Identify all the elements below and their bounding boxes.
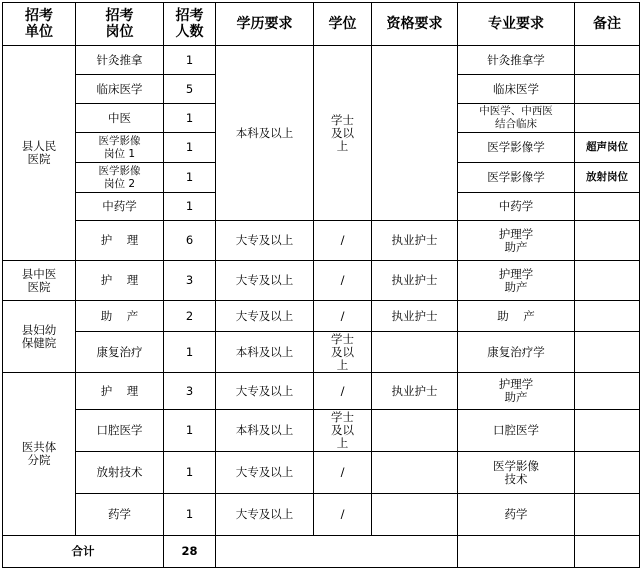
count-cell: 2: [164, 301, 216, 332]
qualification-cell: 执业护士: [372, 301, 458, 332]
count-cell: 3: [164, 373, 216, 410]
count-cell: 1: [164, 193, 216, 221]
count-cell: 1: [164, 104, 216, 133]
degree-cell: 学士 及以 上: [314, 332, 372, 373]
table-row: [3, 301, 640, 332]
remark-cell: [575, 452, 640, 494]
position-cell: 助 产: [76, 301, 164, 332]
table-row: [3, 452, 640, 494]
remark-cell: 超声岗位: [575, 133, 640, 163]
major-cell: 口腔医学: [458, 410, 575, 452]
education-cell: 大专及以上: [216, 494, 314, 536]
remark-cell: [575, 410, 640, 452]
education-cell: 本科及以上: [216, 46, 314, 221]
table-row: [3, 410, 640, 452]
major-cell: 针灸推拿学: [458, 46, 575, 75]
position-cell: 护 理: [76, 261, 164, 301]
position-cell: 药学: [76, 494, 164, 536]
remark-cell: [575, 301, 640, 332]
remark-cell: [575, 494, 640, 536]
education-cell: 大专及以上: [216, 221, 314, 261]
table-row: [3, 261, 640, 301]
degree-cell: /: [314, 452, 372, 494]
header-education: 学历要求: [216, 3, 314, 46]
qualification-cell: 执业护士: [372, 261, 458, 301]
major-cell: 临床医学: [458, 75, 575, 104]
total-remark-blank: [575, 536, 640, 568]
header-unit-text: 招考 单位: [25, 8, 53, 40]
total-count: 28: [164, 536, 216, 568]
major-cell: 护理学 助产: [458, 373, 575, 410]
remark-cell: [575, 221, 640, 261]
unit-cell: 医共体 分院: [3, 373, 76, 536]
unit-cell: 县中医 医院: [3, 261, 76, 301]
remark-cell: 放射岗位: [575, 163, 640, 193]
education-cell: 大专及以上: [216, 261, 314, 301]
education-cell: 大专及以上: [216, 452, 314, 494]
major-cell: 医学影像学: [458, 133, 575, 163]
education-cell: 大专及以上: [216, 373, 314, 410]
position-cell: 护 理: [76, 373, 164, 410]
header-position: 招考 岗位: [76, 3, 164, 46]
count-cell: 1: [164, 494, 216, 536]
degree-cell: /: [314, 221, 372, 261]
count-cell: 1: [164, 163, 216, 193]
recruitment-table: [2, 2, 640, 568]
position-cell: 针灸推拿: [76, 46, 164, 75]
degree-cell: /: [314, 494, 372, 536]
major-cell: 中医学、中西医 结合临床: [458, 104, 575, 133]
qualification-cell: 执业护士: [372, 221, 458, 261]
major-cell: 药学: [458, 494, 575, 536]
position-cell: 护 理: [76, 221, 164, 261]
table-row: [3, 332, 640, 373]
table-row: [3, 494, 640, 536]
degree-cell: /: [314, 261, 372, 301]
header-count: 招考 人数: [164, 3, 216, 46]
count-cell: 1: [164, 133, 216, 163]
table-row: [3, 46, 640, 75]
education-cell: 本科及以上: [216, 332, 314, 373]
count-cell: 6: [164, 221, 216, 261]
table-row: [3, 373, 640, 410]
major-cell: 护理学 助产: [458, 221, 575, 261]
header-qualification: 资格要求: [372, 3, 458, 46]
degree-cell: /: [314, 301, 372, 332]
count-cell: 3: [164, 261, 216, 301]
count-cell: 1: [164, 332, 216, 373]
count-cell: 5: [164, 75, 216, 104]
remark-cell: [575, 261, 640, 301]
major-cell: 医学影像学: [458, 163, 575, 193]
unit-cell: 县人民 医院: [3, 46, 76, 261]
remark-cell: [575, 46, 640, 75]
qualification-cell: [372, 410, 458, 452]
header-degree: 学位: [314, 3, 372, 46]
major-cell: 医学影像 技术: [458, 452, 575, 494]
header-major: 专业要求: [458, 3, 575, 46]
position-cell: 中医: [76, 104, 164, 133]
total-row: [3, 536, 640, 568]
unit-cell: 县妇幼 保健院: [3, 301, 76, 373]
position-cell: 康复治疗: [76, 332, 164, 373]
degree-cell: 学士 及以 上: [314, 410, 372, 452]
remark-cell: [575, 193, 640, 221]
remark-cell: [575, 75, 640, 104]
degree-cell: 学士 及以 上: [314, 46, 372, 221]
remark-cell: [575, 332, 640, 373]
major-cell: 中药学: [458, 193, 575, 221]
header-unit: [3, 3, 76, 46]
count-cell: 1: [164, 46, 216, 75]
total-label: 合计: [3, 536, 164, 568]
position-cell: 医学影像 岗位 1: [76, 133, 164, 163]
education-cell: 大专及以上: [216, 301, 314, 332]
total-major-blank: [458, 536, 575, 568]
major-cell: 护理学 助产: [458, 261, 575, 301]
qualification-cell: [372, 332, 458, 373]
position-cell: 中药学: [76, 193, 164, 221]
qualification-cell: [372, 46, 458, 221]
position-cell: 临床医学: [76, 75, 164, 104]
major-cell: 康复治疗学: [458, 332, 575, 373]
major-cell: 助 产: [458, 301, 575, 332]
qualification-cell: [372, 494, 458, 536]
table-row: [3, 221, 640, 261]
remark-cell: [575, 373, 640, 410]
degree-cell: /: [314, 373, 372, 410]
education-cell: 本科及以上: [216, 410, 314, 452]
qualification-cell: 执业护士: [372, 373, 458, 410]
position-cell: 口腔医学: [76, 410, 164, 452]
qualification-cell: [372, 452, 458, 494]
total-blank: [216, 536, 458, 568]
count-cell: 1: [164, 452, 216, 494]
remark-cell: [575, 104, 640, 133]
header-remark: 备注: [575, 3, 640, 46]
count-cell: 1: [164, 410, 216, 452]
position-cell: 放射技术: [76, 452, 164, 494]
position-cell: 医学影像 岗位 2: [76, 163, 164, 193]
